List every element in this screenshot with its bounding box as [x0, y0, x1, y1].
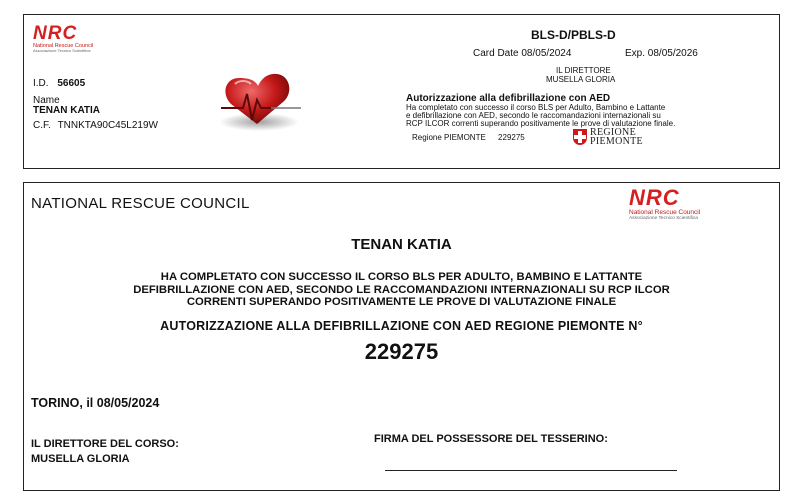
org-name: NATIONAL RESCUE COUNCIL: [31, 195, 250, 212]
regione-logo-line-2: PIEMONTE: [590, 136, 643, 147]
auth-heading: AUTORIZZAZIONE ALLA DEFIBRILLAZIONE CON AED REGIONE PIEMONTE N°: [160, 319, 643, 333]
auth-line-1: Ha completato con successo il corso BLS per Adulto, Bambino e Lattante: [406, 103, 666, 112]
auth-line-3: RCP ILCOR correnti superando positivamente le prove di valutazione finale.: [406, 119, 676, 128]
body-line-2: DEFIBRILLAZIONE CON AED, SECONDO LE RACCOMANDAZIONI INTERNAZIONALI SU RCP ILCOR: [133, 283, 670, 296]
id-label: I.D.: [33, 78, 49, 89]
nrc-logo-large-tagline: Associazione Tecnico Scientifica: [629, 216, 698, 222]
cf-value: TNNKTA90C45L219W: [57, 120, 158, 131]
exp-date: Exp. 08/05/2026: [625, 48, 698, 59]
course-director-name: MUSELLA GLORIA: [31, 453, 130, 465]
body-text: [24, 271, 779, 309]
card-date: Card Date 08/05/2024: [473, 48, 572, 59]
auth-line-2: e defibrillazione con AED, secondo le raccomandazioni internazionali su: [406, 111, 661, 120]
auth-number: 229275: [364, 339, 439, 364]
nrc-logo-tagline: Associazione Tecnico Scientifica: [33, 48, 91, 54]
regione-row: [412, 133, 525, 142]
id-row: [33, 78, 85, 89]
body-line-3: CORRENTI SUPERANDO POSITIVAMENTE LE PROVE DI VALUTAZIONE FINALE: [186, 296, 617, 308]
place-date: TORINO, il 08/05/2024: [31, 396, 160, 410]
course-director-label: IL DIRETTORE DEL CORSO:: [31, 438, 179, 450]
card-type: BLS-D/PBLS-D: [531, 28, 616, 42]
regione-number: 229275: [498, 133, 525, 142]
name-label: Name: [33, 95, 60, 106]
regione-shield-icon: [573, 129, 587, 145]
regione-label: Regione PIEMONTE: [412, 133, 486, 142]
nrc-logo-subtitle: National Rescue Council: [33, 43, 94, 49]
cf-row: [33, 120, 158, 131]
top-card: [23, 14, 780, 169]
bottom-card: [23, 182, 780, 491]
nrc-logo-large-subtitle: National Rescue Council: [629, 209, 701, 216]
heart-pulse-icon: [217, 64, 307, 134]
regione-logo-line-1: REGIONE: [590, 127, 636, 138]
id-value: 56605: [57, 78, 86, 89]
nrc-logo-large-mark: NRC: [629, 185, 680, 210]
body-line-1: HA COMPLETATO CON SUCCESSO IL CORSO BLS PER ADULTO, BAMBINO E LATTANTE: [160, 271, 643, 283]
holder-name: TENAN KATIA: [351, 236, 452, 253]
signature-line: [385, 470, 677, 471]
auth-title: Autorizzazione alla defibrillazione con AED: [406, 93, 611, 104]
director-name: MUSELLA GLORIA: [546, 75, 616, 84]
nrc-logo-large: [629, 187, 700, 221]
name-value: TENAN KATIA: [33, 105, 101, 116]
director-label: IL DIRETTORE: [556, 66, 611, 75]
cf-label: C.F.: [33, 120, 51, 131]
nrc-logo: [33, 24, 93, 53]
regione-piemonte-logo: [573, 128, 643, 146]
signature-label: FIRMA DEL POSSESSORE DEL TESSERINO:: [374, 433, 608, 445]
nrc-logo-mark: NRC: [33, 23, 78, 44]
